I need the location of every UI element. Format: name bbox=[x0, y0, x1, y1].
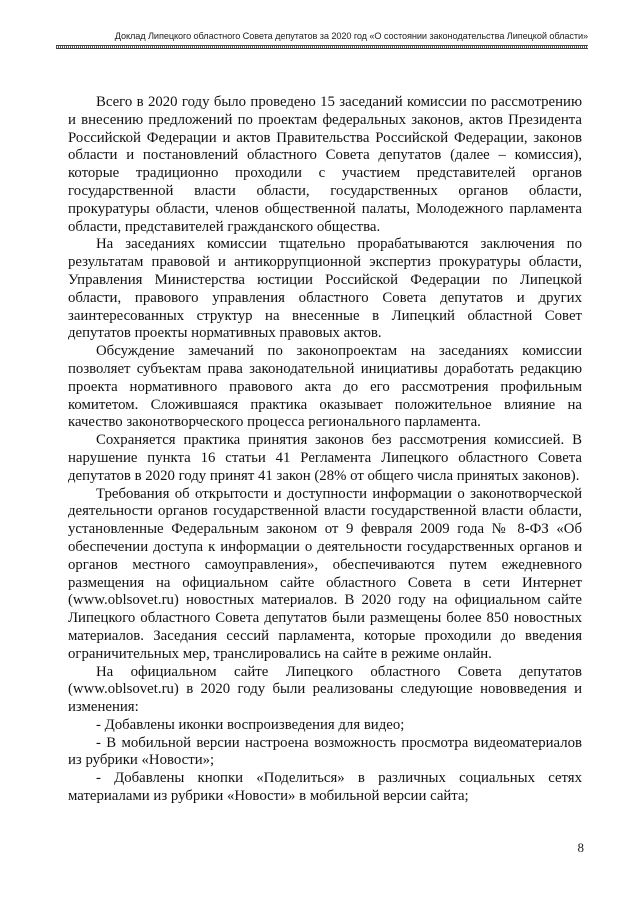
paragraph-meetings: Всего в 2020 году было проведено 15 заседаний комиссии по рассмотрению и внесению предложений по проектам федеральных законов, актов Президента Российской Федерации и актов Правительства Российской Федерации, законов области и постановлений областного Совета депутатов (далее – комиссия), которые традиционно проходили с участием представителей органов государственной власти области, государственных органов области, прокуратуры области, членов общественной палаты, Молодежного парламента области, представителей гражданского общества. bbox=[68, 94, 582, 235]
list-item-share-buttons: - Добавлены кнопки «Поделиться» в различных социальных сетях материалами из рубрики «Новости» в мобильной версии сайта; bbox=[68, 770, 582, 805]
page-number: 8 bbox=[577, 840, 584, 855]
running-header: Доклад Липецкого областного Совета депутатов за 2020 год «О состоянии законодательства Липецкой области» bbox=[114, 31, 588, 41]
body-text bbox=[68, 94, 582, 806]
paragraph-expertise: На заседаниях комиссии тщательно прорабатываются заключения по результатам правовой и антикоррупционной экспертиз прокуратуры области, Управления Министерства юстиции Российской Федерации по Липецкой области, правового управления областного Совета депутатов и других заинтересованных структур на внесенные в Липецкий областной Совет депутатов проекты нормативных правовых актов. bbox=[68, 236, 582, 342]
list-item-mobile-video: - В мобильной версии настроена возможность просмотра видеоматериалов из рубрики «Новости»; bbox=[68, 734, 582, 769]
paragraph-website: На официальном сайте Липецкого областного Совета депутатов (www.oblsovet.ru) в 2020 году были реализованы следующие нововведения и изменения: bbox=[68, 663, 582, 716]
paragraph-discussion: Обсуждение замечаний по законопроектам на заседаниях комиссии позволяет субъектам права законодательной инициативы доработать редакцию проекта нормативного правового акта до его рассмотрения профильным комитетом. Сложившаяся практика оказывает положительное влияние на качество законотворческого процесса регионального парламента. bbox=[68, 343, 582, 431]
header-rule bbox=[56, 45, 588, 49]
list-item-video-icons: - Добавлены иконки воспроизведения для видео; bbox=[96, 716, 405, 733]
paragraph-practice: Сохраняется практика принятия законов без рассмотрения комиссией. В нарушение пункта 16 статьи 41 Регламента Липецкого областного Совета депутатов в 2020 году принят 41 закон (28% от общего числа принятых законов). bbox=[68, 432, 582, 484]
paragraph-openness: Требования об открытости и доступности информации о законотворческой деятельности органов государственной власти государственной власти области, установленные Федеральным законом от 9 февраля 2009 года № 8-ФЗ «Об обеспечении доступа к информации о деятельности государственных органов и органов местного самоуправления», обеспечиваются путем ежедневного размещения на официальном сайте областного Совета в сети Интернет (www.oblsovet.ru) новостных материалов. В 2020 году на официальном сайте Липецкого областного Совета депутатов были размещены более 850 новостных материалов. Заседания сессий парламента, которые проходили до введения ограничительных мер, транслировались на сайте в режиме онлайн. bbox=[68, 485, 582, 662]
